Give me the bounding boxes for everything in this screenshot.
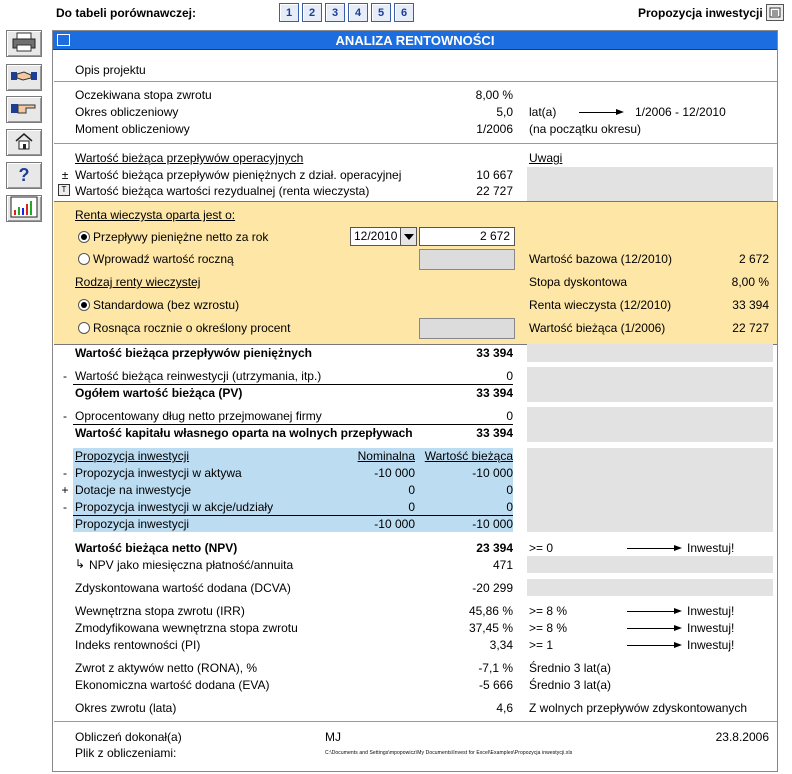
remark-equity[interactable] bbox=[527, 407, 773, 442]
invest-shares-label: Propozycja inwestycji w akcje/udziały bbox=[75, 500, 274, 514]
calc-moment-value: 1/2006 bbox=[476, 122, 513, 136]
printer-icon bbox=[11, 32, 37, 55]
remark-cashflow[interactable] bbox=[527, 344, 773, 362]
subsidies-nominal: 0 bbox=[408, 483, 415, 497]
npv-verdict: Inwestuj! bbox=[687, 541, 735, 555]
eva-label: Ekonomiczna wartość dodana (EVA) bbox=[75, 678, 270, 692]
equity-value: 33 394 bbox=[476, 426, 513, 440]
payback-value: 4,6 bbox=[496, 701, 513, 715]
analysis-panel: ANALIZA RENTOWNOŚCI Opis projektu Oczekiwana stopa zwrotu 8,00 % Okres obliczeniowy 5,0 lat(a) 1/2006 - 12/2010 Moment obliczeniowy 1/2006 (na początku okresu) Wartość bieżąca przepływów operacyjnych Uwagi ± Wartość bieżąca przepływów pieniężnych z dział. operacyjnej 10 667 T Wartość bieżąca wartości rezydualnej (renta wieczysta) 22 727 Renta wieczysta oparta jest o: Przepływy pieniężne netto za rok 12/2010 2 672 Wprowadź wartość roczną Rodzaj renty wieczystej Standardowa (bez wzrostu) Rosnąca rocznie o określony procent Wartość bazowa (12/2010) 2 672 Stopa dyskontowa 8,00 % Renta wieczysta (12/2010) 33 394 Wartość bieżąca (1/2006) 22 727 Wartość bieżąca przepływów pieniężnych 33 394 - Wartość bieżąca reinwestycji (utrzymania, itp.) 0 Ogółem wartość bieżąca (PV) 33 394 - Oprocentowany dług netto przejmowanej firmy 0 Wartość kapitału własnego oparta na wolnych przepływach 33 394 Propozycja inwestycji Nominalna Wartość bieżąca - Propozycja inwestycji w aktywa -10 000 -10 000 + Dotacje na inwestycje 0 0 - Propozycja inwestycji w akcje/udziały 0 0 Propozycja inwestycji -10 000 -10 000 Wartość bieżąca netto (NPV) 23 394 >= 0 Inwestuj! ↳ NPV jako miesięczna płatność/annuita 471 Zdyskontowana wartość dodana (DCVA) -20 299 Wewnętrzna stopa zwrotu (IRR) 45,86 % >= 8 % Inwestuj! Zmodyfikowana wewnętrzna stopa zwrotu 37,45 % >= 8 % Inwestuj! Indeks rentowności (PI) 3,34 >= 1 Inwestuj! Zwrot z aktywów netto (RONA), % -7,1 % Średnio 3 lat(a) Ekonomiczna wartość dodana (EVA) -5 666 Średnio 3 lat(a) Okres zwrotu (lata) 4,6 Z wolnych przepływów zdyskontowanych Obliczeń dokonał(a) MJ 23.8.2006 Plik z obliczeniami: C:\Documents and Settings\mpopowicz\My Documents\Invest for Excel\Examples\Propozycja inwestycji.xls bbox=[52, 30, 778, 772]
equity-value-label: Wartość kapitału własnego oparta na wolnych przepływach bbox=[75, 426, 413, 440]
calc-moment-note: (na początku okresu) bbox=[529, 122, 642, 136]
cashflow-input[interactable]: 2 672 bbox=[419, 227, 515, 246]
npv-annuity-value: 471 bbox=[492, 558, 513, 572]
chevron-down-icon[interactable] bbox=[400, 228, 416, 245]
compare-button-2[interactable]: 2 bbox=[302, 3, 322, 22]
calc-period-value: 5,0 bbox=[496, 105, 513, 119]
remark-total[interactable] bbox=[527, 367, 773, 402]
chart-button[interactable] bbox=[6, 195, 42, 222]
compare-button-6[interactable]: 6 bbox=[394, 3, 414, 22]
perpetuity-type-header: Rodzaj renty wieczystej bbox=[75, 275, 201, 289]
home-icon bbox=[14, 132, 34, 153]
compare-button-4[interactable]: 4 bbox=[348, 3, 368, 22]
npv-condition: >= 0 bbox=[529, 541, 554, 555]
help-button[interactable] bbox=[6, 162, 42, 189]
calculated-by-label: Obliczeń dokonał(a) bbox=[75, 730, 182, 744]
pv-reinvest-label: Wartość bieżąca reinwestycji (utrzymania, itp.) bbox=[75, 369, 322, 383]
investment-proposal-label: Propozycja inwestycji bbox=[638, 6, 763, 20]
npv-annuity-label: NPV jako miesięczna płatność/annuita bbox=[89, 558, 294, 572]
npv-annuity-arrow-icon: ↳ bbox=[75, 557, 86, 571]
expected-return-label: Oczekiwana stopa zwrotu bbox=[75, 88, 212, 102]
present-value-label: Wartość bieżąca (1/2006) bbox=[529, 321, 666, 335]
pi-verdict: Inwestuj! bbox=[687, 638, 735, 652]
remarks-label: Uwagi bbox=[529, 151, 563, 165]
compare-button-1[interactable]: 1 bbox=[279, 3, 299, 22]
radio-netcashflow[interactable] bbox=[78, 231, 90, 243]
radio-annual-value[interactable] bbox=[78, 253, 90, 265]
subsidies-label: Dotacje na inwestycje bbox=[75, 483, 192, 497]
radio-netcashflow-label: Przepływy pieniężne netto za rok bbox=[93, 230, 269, 244]
handshake-icon bbox=[10, 68, 38, 87]
compare-button-5[interactable]: 5 bbox=[371, 3, 391, 22]
pv-residual-label: Wartość bieżąca wartości rezydualnej (renta wieczysta) bbox=[75, 184, 370, 198]
net-debt-value: 0 bbox=[506, 409, 513, 423]
invest-total-label: Propozycja inwestycji bbox=[75, 517, 190, 531]
home-button[interactable] bbox=[6, 129, 42, 156]
dcva-value: -20 299 bbox=[472, 581, 513, 595]
mirr-value: 37,45 % bbox=[468, 621, 513, 635]
discount-rate-value: 8,00 % bbox=[731, 275, 769, 289]
residual-toggle-icon[interactable]: T bbox=[58, 184, 70, 196]
mirr-label: Zmodyfikowana wewnętrzna stopa zwrotu bbox=[75, 621, 298, 635]
print-button[interactable] bbox=[6, 30, 42, 57]
pv-residual-value: 22 727 bbox=[476, 184, 513, 198]
eva-note: Średnio 3 lat(a) bbox=[529, 678, 612, 692]
calc-period-unit: lat(a) bbox=[529, 105, 557, 119]
file-path: C:\Documents and Settings\mpopowicz\My Documents\Invest for Excel\Examples\Propozycja inwestycji.xls bbox=[325, 750, 573, 756]
annual-value-input bbox=[419, 249, 515, 270]
irr-condition: >= 8 % bbox=[529, 604, 568, 618]
chart-icon bbox=[10, 196, 38, 221]
subsidies-pv: 0 bbox=[506, 483, 513, 497]
compare-buttons bbox=[279, 3, 414, 22]
rona-value: -7,1 % bbox=[478, 661, 513, 675]
perpetuity-value-label: Renta wieczysta (12/2010) bbox=[529, 298, 672, 312]
rona-label: Zwrot z aktywów netto (RONA), % bbox=[75, 661, 258, 675]
pi-value: 3,34 bbox=[489, 638, 513, 652]
irr-value: 45,86 % bbox=[468, 604, 513, 618]
year-select[interactable] bbox=[350, 227, 417, 246]
remark-annuity[interactable] bbox=[527, 556, 773, 573]
year-select-value: 12/2010 bbox=[354, 229, 398, 243]
radio-growing[interactable] bbox=[78, 322, 90, 334]
pointing-hand-icon bbox=[10, 100, 38, 119]
perpetuity-header: Renta wieczysta oparta jest o: bbox=[75, 208, 236, 222]
operating-header: Wartość bieżąca przepływów operacyjnych bbox=[75, 151, 304, 165]
perpetuity-value: 33 394 bbox=[732, 298, 769, 312]
invest-total-nominal: -10 000 bbox=[374, 517, 415, 531]
project-description-label: Opis projektu bbox=[75, 63, 146, 77]
net-debt-label: Oprocentowany dług netto przejmowanej firmy bbox=[75, 409, 322, 423]
pv-cashflow-label: Wartość bieżąca przepływów pieniężnych bbox=[75, 346, 312, 360]
calc-period-label: Okres obliczeniowy bbox=[75, 105, 179, 119]
help-icon: ? bbox=[18, 165, 30, 185]
radio-growing-label: Rosnąca rocznie o określony procent bbox=[93, 321, 291, 335]
calc-period-range: 1/2006 - 12/2010 bbox=[635, 105, 726, 119]
mirr-verdict: Inwestuj! bbox=[687, 621, 735, 635]
payback-note: Z wolnych przepływów zdyskontowanych bbox=[529, 701, 748, 715]
radio-standard-label: Standardowa (bez wzrostu) bbox=[93, 298, 240, 312]
pv-cashflow-value: 33 394 bbox=[476, 346, 513, 360]
calc-moment-label: Moment obliczeniowy bbox=[75, 122, 190, 136]
invest-assets-nominal: -10 000 bbox=[374, 466, 415, 480]
total-pv-label: Ogółem wartość bieżąca (PV) bbox=[75, 386, 243, 400]
growth-rate-input bbox=[419, 318, 515, 339]
base-value: 2 672 bbox=[738, 252, 769, 266]
npv-label: Wartość bieżąca netto (NPV) bbox=[75, 541, 238, 555]
col-present-value: Wartość bieżąca bbox=[424, 449, 513, 463]
invest-assets-pv: -10 000 bbox=[472, 466, 513, 480]
base-value-label: Wartość bazowa (12/2010) bbox=[529, 252, 672, 266]
payback-label: Okres zwrotu (lata) bbox=[75, 701, 177, 715]
page-title: ANALIZA RENTOWNOŚCI bbox=[335, 33, 495, 48]
radio-standard[interactable] bbox=[78, 299, 90, 311]
compare-label: Do tabeli porównawczej: bbox=[56, 6, 197, 20]
eva-value: -5 666 bbox=[478, 678, 513, 692]
pointer-button[interactable] bbox=[6, 96, 42, 123]
remark-dcva[interactable] bbox=[527, 579, 773, 596]
present-value: 22 727 bbox=[732, 321, 769, 335]
compare-button-3[interactable]: 3 bbox=[325, 3, 345, 22]
invest-shares-nominal: 0 bbox=[408, 500, 415, 514]
expected-return-value: 8,00 % bbox=[475, 88, 513, 102]
pv-operating-value: 10 667 bbox=[476, 168, 513, 182]
title-bar bbox=[53, 31, 777, 50]
invest-assets-label: Propozycja inwestycji w aktywa bbox=[75, 466, 242, 480]
remark-investment[interactable] bbox=[527, 448, 773, 532]
invest-shares-pv: 0 bbox=[506, 500, 513, 514]
pi-label: Indeks rentowności (PI) bbox=[75, 638, 201, 652]
calculated-by-value: MJ bbox=[325, 730, 341, 744]
file-label: Plik z obliczeniami: bbox=[75, 746, 177, 760]
handshake-button[interactable] bbox=[6, 64, 42, 91]
mirr-condition: >= 8 % bbox=[529, 621, 568, 635]
pi-condition: >= 1 bbox=[529, 638, 554, 652]
sign-plusminus: ± bbox=[61, 168, 69, 182]
pv-operating-label: Wartość bieżąca przepływów pieniężnych z dział. operacyjnej bbox=[75, 168, 402, 182]
rona-note: Średnio 3 lat(a) bbox=[529, 661, 612, 675]
radio-annual-value-label: Wprowadź wartość roczną bbox=[93, 252, 234, 266]
investment-header: Propozycja inwestycji bbox=[75, 449, 190, 463]
discount-rate-label: Stopa dyskontowa bbox=[529, 275, 628, 289]
irr-verdict: Inwestuj! bbox=[687, 604, 735, 618]
remarks-box[interactable] bbox=[527, 167, 773, 201]
total-pv-value: 33 394 bbox=[476, 386, 513, 400]
document-icon[interactable] bbox=[766, 4, 784, 21]
invest-total-pv: -10 000 bbox=[472, 517, 513, 531]
col-nominal: Nominalna bbox=[357, 449, 415, 463]
calculation-date: 23.8.2006 bbox=[715, 730, 769, 744]
top-bar bbox=[0, 0, 792, 26]
dcva-label: Zdyskontowana wartość dodana (DCVA) bbox=[75, 581, 291, 595]
pv-reinvest-value: 0 bbox=[506, 369, 513, 383]
irr-label: Wewnętrzna stopa zwrotu (IRR) bbox=[75, 604, 245, 618]
npv-value: 23 394 bbox=[476, 541, 513, 555]
